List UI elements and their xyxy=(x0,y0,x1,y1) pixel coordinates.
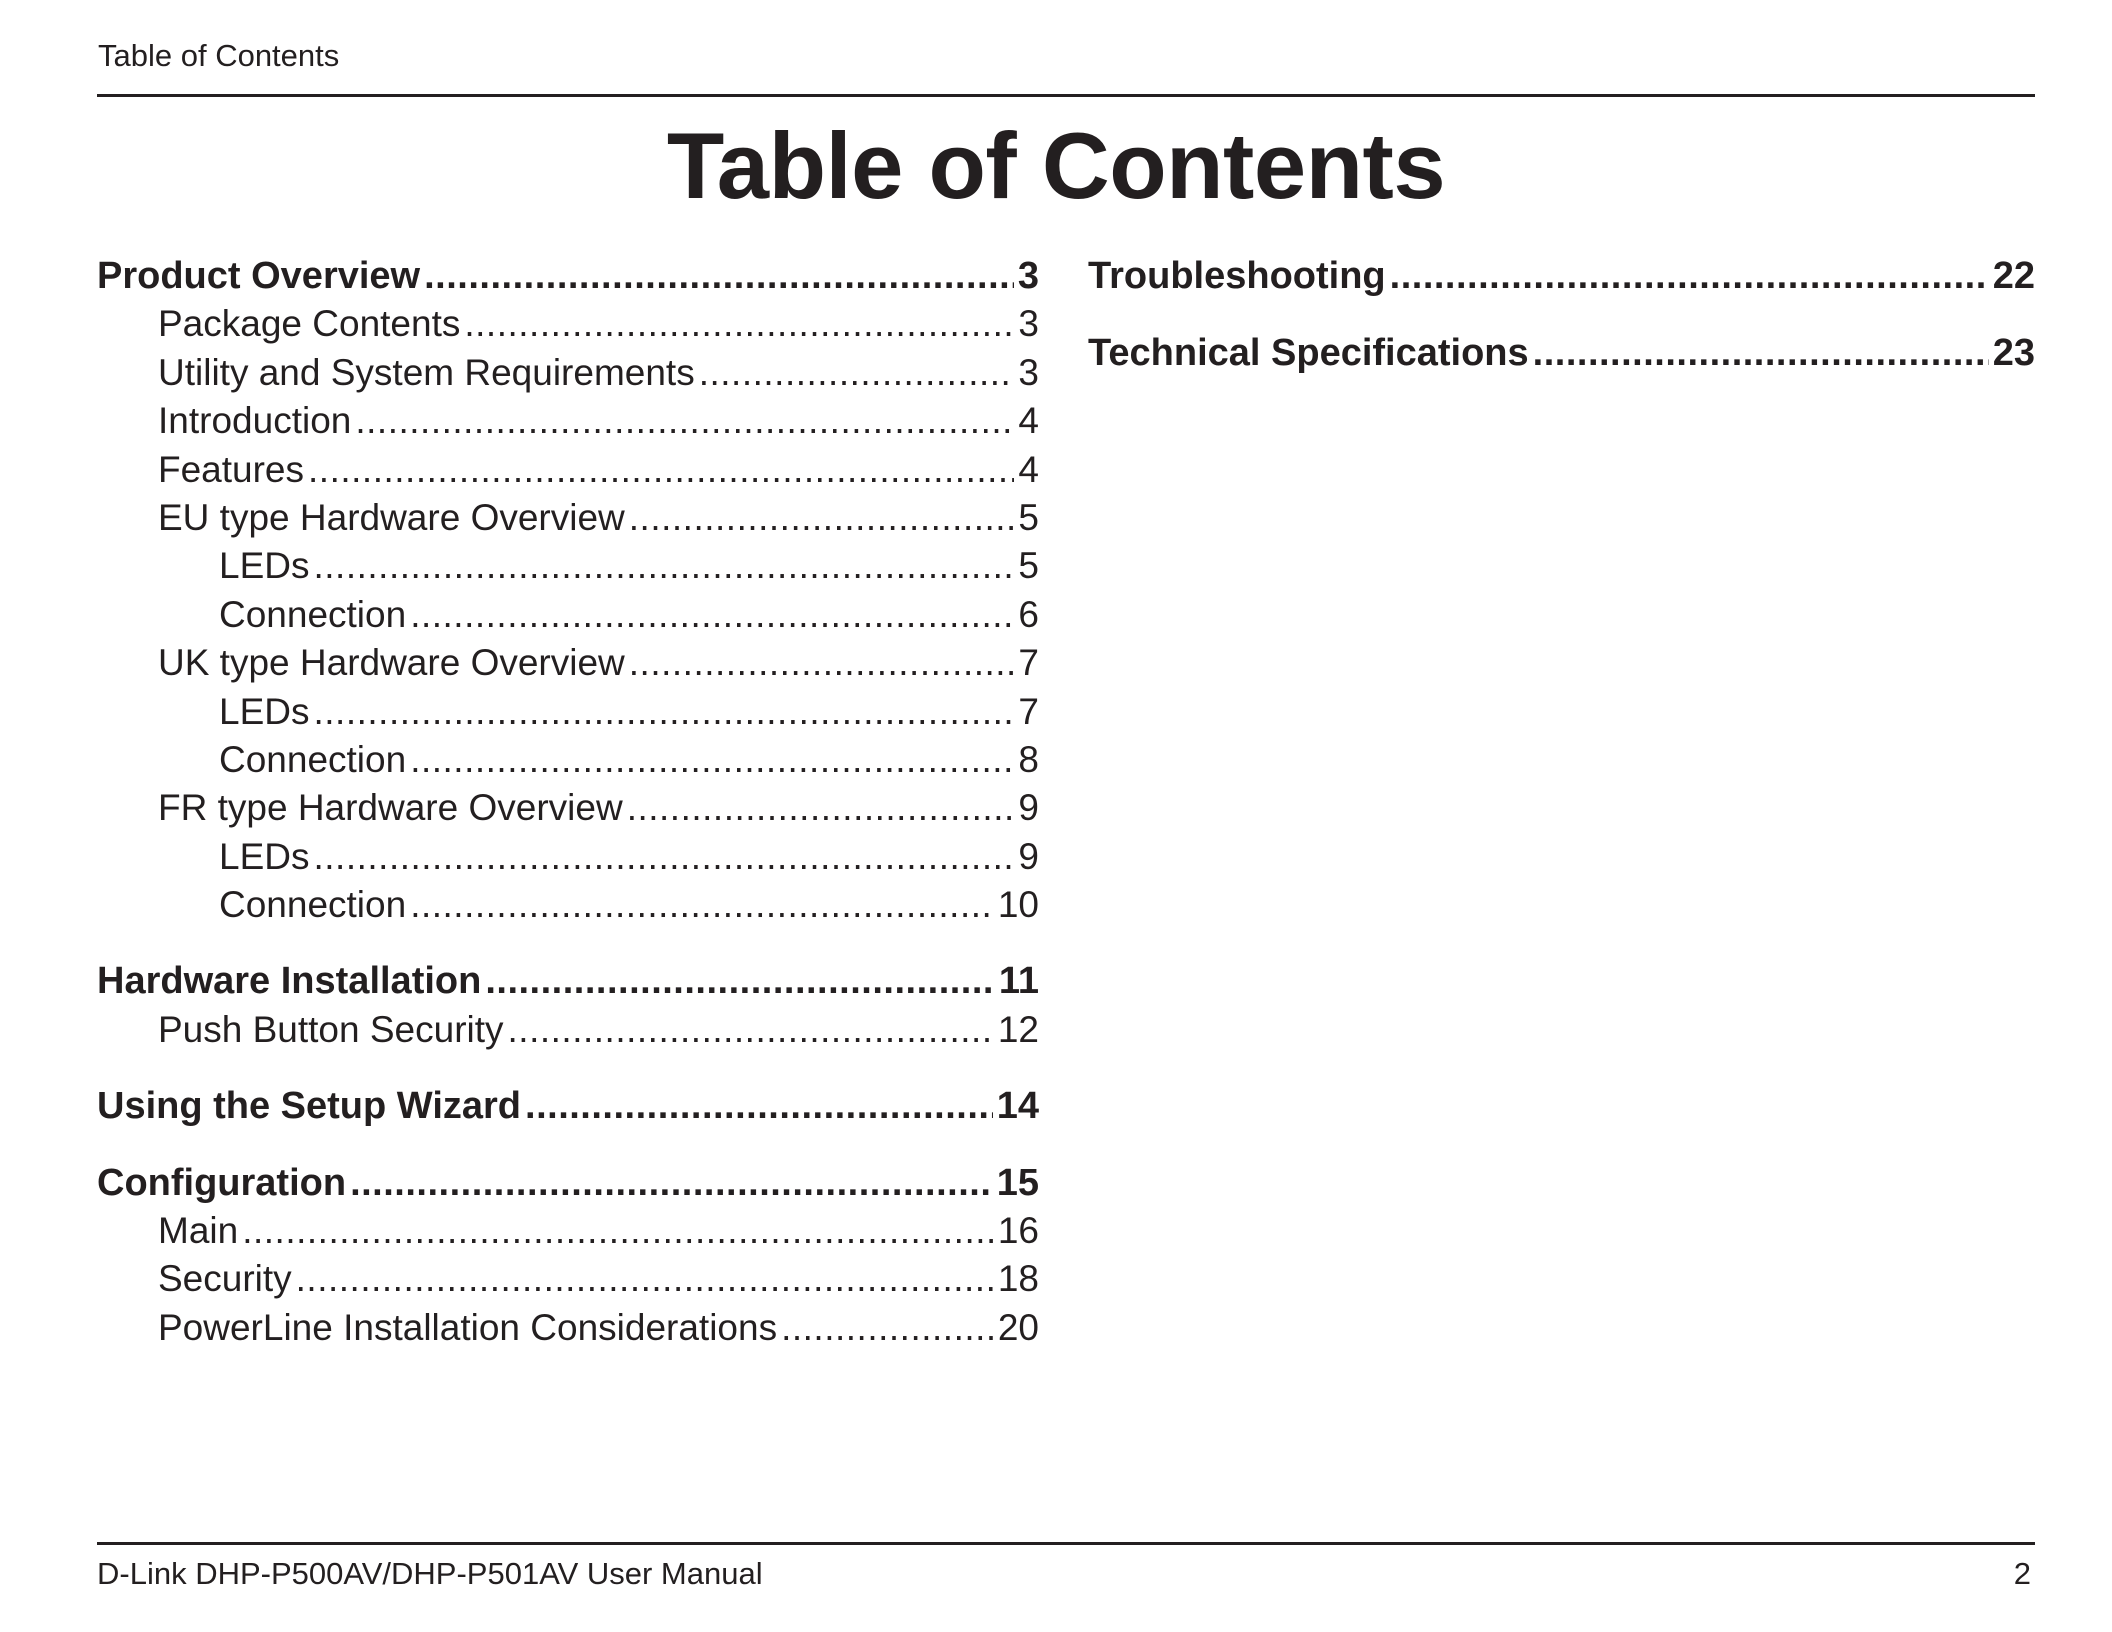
toc-entry[interactable] xyxy=(1088,252,2035,300)
toc-entry[interactable] xyxy=(97,881,1039,929)
toc-entry[interactable] xyxy=(97,784,1039,832)
toc-leader xyxy=(350,1159,993,1207)
toc-entry[interactable] xyxy=(97,349,1039,397)
toc-entry-page: 22 xyxy=(1992,255,2035,297)
toc-leader xyxy=(410,736,1014,784)
toc-entry-page: 23 xyxy=(1992,332,2035,375)
toc-entry-title: Troubleshooting xyxy=(1088,255,1386,297)
toc-entry[interactable] xyxy=(97,300,1039,348)
footer-manual-title: D-Link DHP-P500AV/DHP-P501AV User Manual xyxy=(97,1556,763,1591)
toc-entry-page: 3 xyxy=(1018,303,1039,345)
toc-entry-page: 6 xyxy=(1018,593,1039,635)
toc-entry-page: 8 xyxy=(1018,738,1039,780)
toc-leader xyxy=(296,1255,994,1303)
toc-leader xyxy=(308,446,1014,494)
toc-entry[interactable] xyxy=(97,1207,1039,1255)
toc-entry-title: Package Contents xyxy=(158,303,461,345)
toc-leader xyxy=(1533,329,1989,377)
toc-entry-page: 9 xyxy=(1018,835,1039,877)
toc-leader xyxy=(629,494,1015,542)
toc-entry[interactable] xyxy=(97,957,1039,1005)
toc-entry-page: 10 xyxy=(997,884,1039,926)
toc-entry[interactable] xyxy=(97,688,1039,736)
toc-entry-title: FR type Hardware Overview xyxy=(158,787,623,829)
toc-entry[interactable] xyxy=(97,252,1039,300)
toc-entry-title: Using the Setup Wizard xyxy=(97,1085,522,1128)
toc-entry-title: Introduction xyxy=(158,400,352,442)
toc-entry[interactable] xyxy=(97,1159,1039,1207)
toc-entry-title: Technical Specifications xyxy=(1088,332,1529,375)
toc-entry-title: Main xyxy=(158,1210,239,1252)
toc-entry[interactable] xyxy=(97,736,1039,784)
toc-leader xyxy=(355,397,1014,445)
toc-entry-title: Utility and System Requirements xyxy=(158,351,695,393)
toc-entry[interactable] xyxy=(97,591,1039,639)
toc-entry[interactable] xyxy=(1088,329,2035,377)
toc-entry-title: PowerLine Installation Considerations xyxy=(158,1306,778,1348)
page-title: Table of Contents xyxy=(666,113,1446,218)
toc-leader xyxy=(410,881,994,929)
toc-leader xyxy=(464,300,1014,348)
toc-left-column xyxy=(97,252,1039,1352)
toc-entry-page: 3 xyxy=(1017,255,1039,297)
toc-entry[interactable] xyxy=(97,833,1039,881)
toc-entry-page: 12 xyxy=(997,1008,1039,1050)
toc-entry-title: UK type Hardware Overview xyxy=(158,642,625,684)
toc-entry-title: LEDs xyxy=(219,545,310,587)
header-rule xyxy=(97,94,2035,97)
toc-entry-page: 4 xyxy=(1018,448,1039,490)
toc-leader xyxy=(485,957,995,1005)
toc-entry-title: Connection xyxy=(219,593,407,635)
running-header: Table of Contents xyxy=(98,38,340,73)
toc-entry-page: 14 xyxy=(996,1085,1039,1128)
footer-page-number: 2 xyxy=(2013,1556,2031,1591)
toc-entry-page: 16 xyxy=(997,1210,1039,1252)
toc-entry[interactable] xyxy=(97,542,1039,590)
toc-leader xyxy=(525,1082,993,1130)
toc-entry-page: 5 xyxy=(1018,545,1039,587)
toc-leader xyxy=(629,639,1015,687)
toc-entry-page: 7 xyxy=(1018,690,1039,732)
toc-entry[interactable] xyxy=(97,494,1039,542)
toc-leader xyxy=(410,591,1014,639)
toc-entry-page: 9 xyxy=(1018,787,1039,829)
toc-leader xyxy=(424,252,1014,300)
toc-entry-page: 5 xyxy=(1018,496,1039,538)
toc-leader xyxy=(313,833,1014,881)
toc-entry[interactable] xyxy=(97,1304,1039,1352)
toc-leader xyxy=(699,349,1015,397)
toc-entry[interactable] xyxy=(97,1006,1039,1054)
toc-entry-title: Hardware Installation xyxy=(97,960,482,1003)
toc-entry[interactable] xyxy=(97,397,1039,445)
toc-entry-title: LEDs xyxy=(219,690,310,732)
toc-entry-page: 18 xyxy=(997,1258,1039,1300)
toc-entry-title: EU type Hardware Overview xyxy=(158,496,625,538)
toc-leader xyxy=(1390,252,1989,300)
toc-entry-title: Connection xyxy=(219,738,407,780)
toc-entry-title: Configuration xyxy=(97,1161,347,1204)
toc-right-column xyxy=(1088,252,2035,378)
toc-leader xyxy=(313,542,1014,590)
toc-entry-title: Connection xyxy=(219,884,407,926)
toc-entry-page: 11 xyxy=(998,960,1039,1003)
toc-entry-page: 4 xyxy=(1018,400,1039,442)
toc-entry-title: Push Button Security xyxy=(158,1008,504,1050)
toc-entry-title: Product Overview xyxy=(97,255,421,297)
toc-entry[interactable] xyxy=(97,639,1039,687)
toc-leader xyxy=(627,784,1015,832)
toc-entry-page: 15 xyxy=(996,1161,1039,1204)
toc-entry[interactable] xyxy=(97,1255,1039,1303)
toc-leader xyxy=(781,1304,994,1352)
toc-entry-page: 7 xyxy=(1018,642,1039,684)
toc-entry[interactable] xyxy=(97,1082,1039,1130)
toc-entry-title: Features xyxy=(158,448,305,490)
toc-entry-page: 20 xyxy=(997,1306,1039,1348)
footer-rule xyxy=(97,1542,2035,1545)
toc-leader xyxy=(508,1006,994,1054)
toc-entry-title: LEDs xyxy=(219,835,310,877)
toc-entry-page: 3 xyxy=(1018,351,1039,393)
toc-entry[interactable] xyxy=(97,446,1039,494)
toc-entry-title: Security xyxy=(158,1258,292,1300)
toc-leader xyxy=(242,1207,994,1255)
toc-leader xyxy=(313,688,1014,736)
